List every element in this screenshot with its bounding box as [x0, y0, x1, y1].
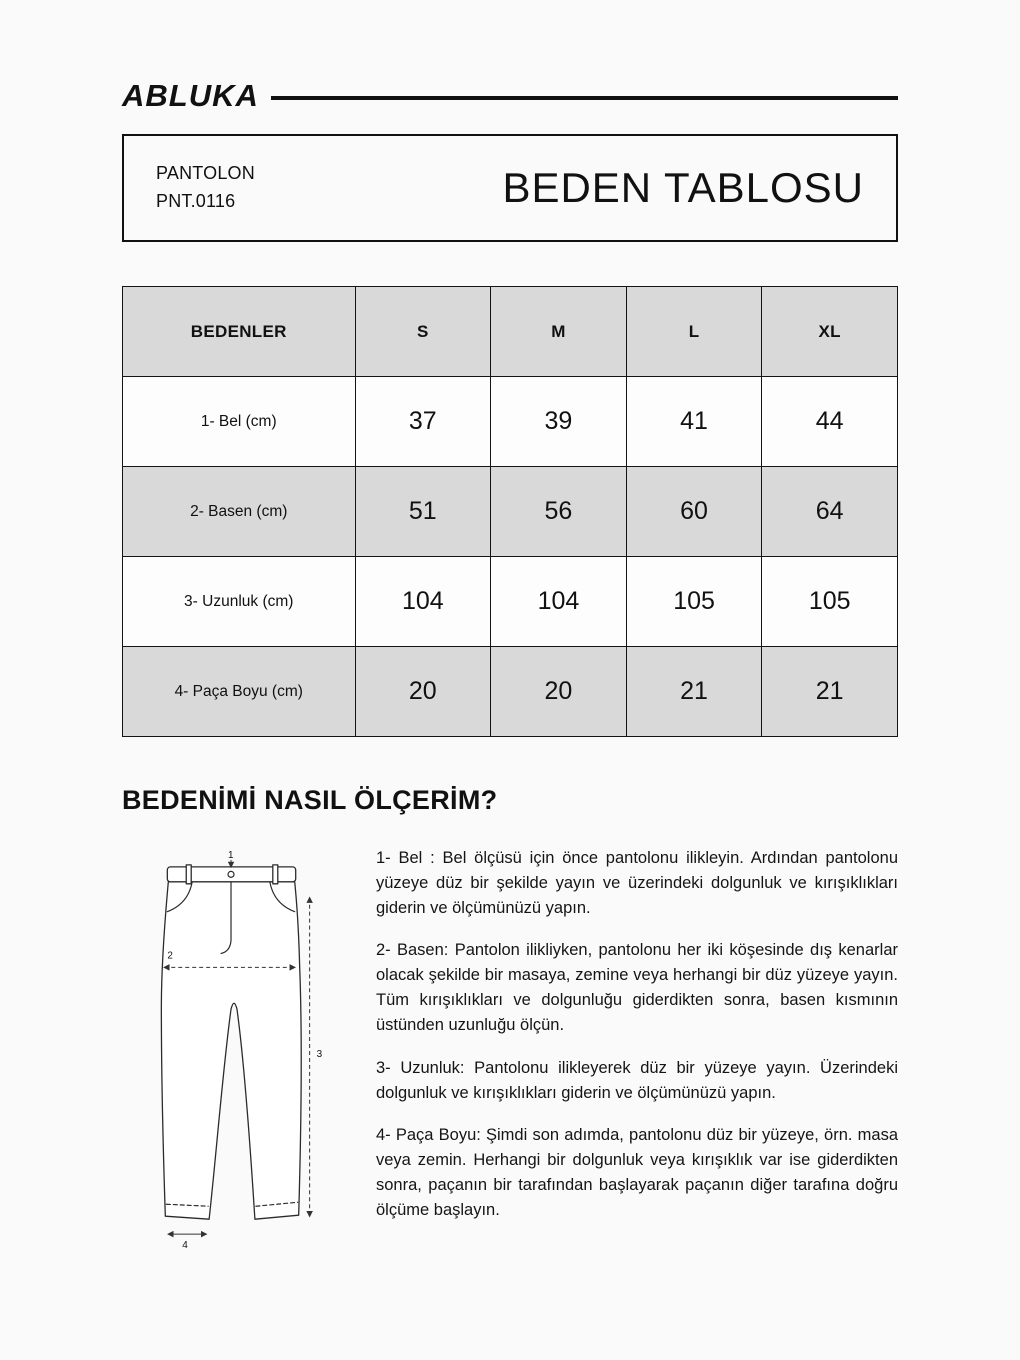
size-value: 56 — [491, 467, 627, 557]
size-value: 51 — [355, 467, 491, 557]
marker-1-label: 1 — [228, 849, 234, 861]
size-value: 21 — [762, 647, 898, 737]
product-info — [156, 160, 255, 216]
size-table — [122, 286, 898, 737]
size-value: 21 — [626, 647, 762, 737]
belt-loop — [186, 865, 191, 884]
pants-diagram — [134, 846, 334, 1254]
size-value: 60 — [626, 467, 762, 557]
marker-2-label: 2 — [167, 950, 173, 962]
row-label: 2- Basen (cm) — [123, 467, 356, 557]
size-value: 39 — [491, 377, 627, 467]
marker-4-label: 4 — [182, 1240, 188, 1252]
table-row — [123, 377, 898, 467]
table-row — [123, 467, 898, 557]
size-value: 104 — [355, 557, 491, 647]
size-table-header-row — [123, 287, 898, 377]
size-value: 37 — [355, 377, 491, 467]
brand-logo: ABLUKA — [122, 78, 259, 113]
section-heading: BEDENİMİ NASIL ÖLÇERİM? — [122, 785, 498, 815]
brand-divider — [271, 96, 898, 100]
instruction-paragraph: 1- Bel : Bel ölçüsü için önce pantolonu ilikleyin. Ardından pantolonu yüzeye düz bir şekilde yayın ve üzerindeki dolgunluk ve kırışıklıkları giderin ve ölçümünüzü yapın. — [376, 849, 898, 918]
size-value: 64 — [762, 467, 898, 557]
size-value: 104 — [491, 557, 627, 647]
product-code: PNT.0116 — [156, 191, 236, 211]
column-header-l: L — [626, 287, 762, 377]
belt-loop — [273, 865, 278, 884]
marker-3-label: 3 — [316, 1048, 323, 1060]
pants-diagram-wrap — [122, 846, 334, 1259]
row-label: 4- Paça Boyu (cm) — [123, 647, 356, 737]
size-value: 20 — [491, 647, 627, 737]
instruction-paragraph: 4- Paça Boyu: Şimdi son adımda, pantolonu düz bir yüzeye, örn. masa veya zemin. Herhangi bir dolgunluk veya kırışıklık var ise giderdikten sonra, paçanın bir tarafından başlayarak paçanın diğer tarafına doğru ölçüme başlayın. — [376, 1125, 898, 1219]
size-value: 20 — [355, 647, 491, 737]
column-header-m: M — [491, 287, 627, 377]
column-header-s: S — [355, 287, 491, 377]
product-type: PANTOLON — [156, 163, 255, 184]
size-value: 44 — [762, 377, 898, 467]
page-title: BEDEN TABLOSU — [502, 164, 864, 211]
size-value: 41 — [626, 377, 762, 467]
size-value: 105 — [626, 557, 762, 647]
column-header-xl: XL — [762, 287, 898, 377]
instruction-paragraph: 3- Uzunluk: Pantolonu ilikleyerek düz bir yüzeye yayın. Üzerindeki dolgunluk ve kırışıklıkları giderin ve ölçümünüzü yapın. — [376, 1058, 898, 1102]
table-row — [123, 557, 898, 647]
row-label: 1- Bel (cm) — [123, 377, 356, 467]
row-label: 3- Uzunluk (cm) — [123, 557, 356, 647]
column-header-bedenler: BEDENLER — [123, 287, 356, 377]
table-row — [123, 647, 898, 737]
size-value: 105 — [762, 557, 898, 647]
header-box — [122, 134, 898, 242]
brand-row — [122, 78, 898, 114]
instructions — [376, 846, 898, 1259]
measure-section — [122, 846, 898, 1259]
instruction-paragraph: 2- Basen: Pantolon ilikliyken, pantolonu her iki köşesinde dış kenarlar olacak şekilde bir masaya, zemine veya herhangi bir düz yüzeye yayın. Tüm kırışıklıkları ve dolgunluğu giderdikten sonra, basen kısmının üstünden uzunluğu ölçün. — [376, 941, 898, 1035]
pants-outline — [161, 865, 301, 1219]
